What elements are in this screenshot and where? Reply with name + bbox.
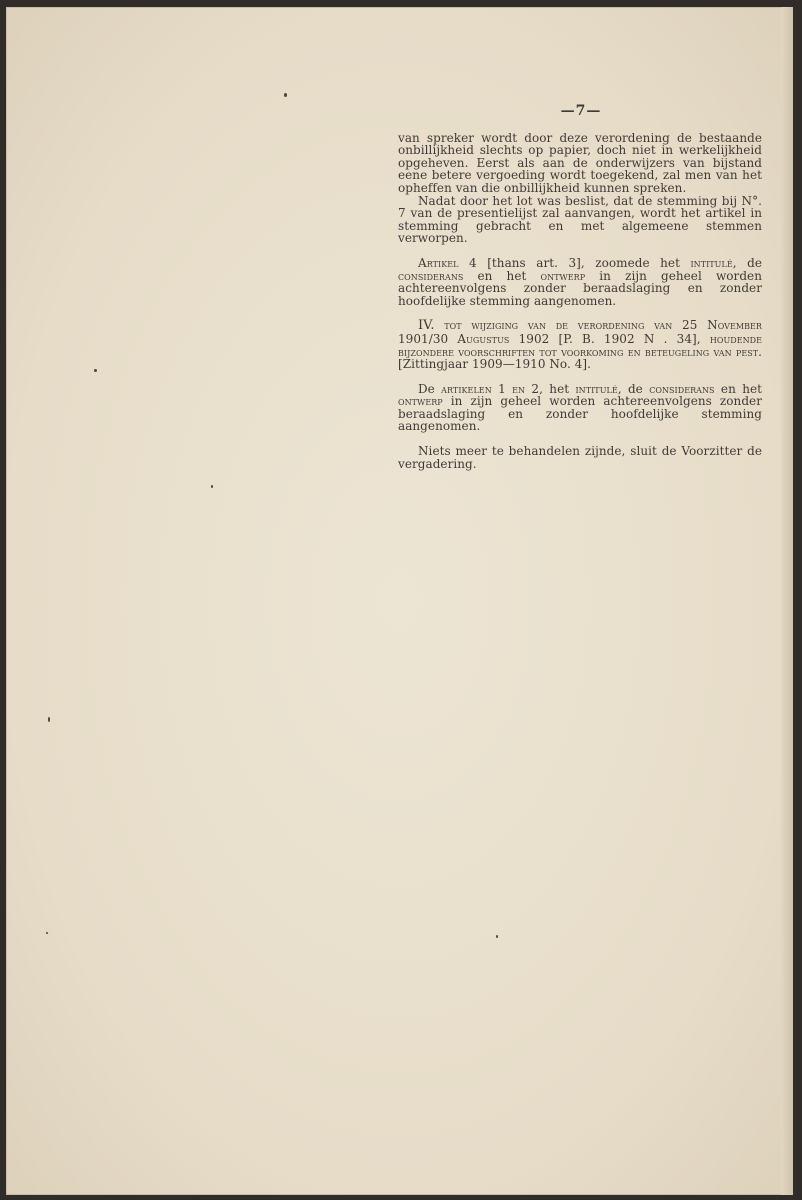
articles-text-f: in zijn geheel worden achtereenvolgens zonder beraadslaging en zonder hoofdelijke stemming aangenomen. bbox=[398, 394, 762, 434]
section-iv-month-nov: November bbox=[707, 318, 763, 333]
page-edge-shadow bbox=[781, 7, 793, 1195]
articles-text-c: 2, het bbox=[525, 381, 576, 396]
article-4-text-d: in zijn geheel worden achtereenvolgens zonder beraadslaging en zonder hoofdelijke stemming aangenomen. bbox=[398, 268, 762, 308]
section-iv-date-a: 25 bbox=[682, 318, 708, 333]
articles-text-b: 1 bbox=[491, 381, 513, 396]
paragraph-article-4 bbox=[398, 257, 762, 307]
section-iv-date-c: 1902 [P. B. 1902 N . 34], bbox=[509, 331, 710, 346]
articles-text-e: en het bbox=[714, 381, 763, 396]
artikelen-term: artikelen bbox=[441, 381, 492, 396]
ontwerp-term: ontwerp bbox=[540, 268, 586, 283]
paper-speck bbox=[284, 93, 287, 97]
considerans-term: considerans bbox=[649, 381, 715, 396]
article-4-text-a: [thans art. 3], zoomede het bbox=[476, 255, 691, 270]
section-numeral: IV. bbox=[418, 318, 435, 334]
articles-text-a: De bbox=[418, 381, 442, 396]
en-term: en bbox=[512, 381, 526, 396]
paper-speck bbox=[496, 935, 498, 938]
paper-speck bbox=[94, 369, 97, 372]
document-text-column bbox=[398, 105, 762, 470]
paper-speck bbox=[46, 932, 48, 934]
paper-speck bbox=[211, 485, 213, 488]
section-iv-title-a: tot wijziging van de verordening van bbox=[434, 318, 683, 333]
section-iv-month-aug: Augustus bbox=[457, 331, 510, 346]
article-label: Artikel 4 bbox=[418, 255, 477, 270]
page-number: —7— bbox=[560, 103, 602, 119]
article-4-text-b: , de bbox=[732, 255, 762, 270]
section-iv-date-b: 1901/30 bbox=[398, 331, 458, 346]
intitule-term: intitulé bbox=[575, 381, 618, 396]
article-4-text-c: en het bbox=[463, 268, 541, 283]
intitule-term: intitulé bbox=[690, 255, 733, 270]
articles-text-d: , de bbox=[617, 381, 650, 396]
section-iv-session: [Zittingjaar 1909—1910 No. 4]. bbox=[398, 357, 591, 372]
paragraph-speaker-remark: van spreker wordt door deze verordening de bestaande onbillijkheid slechts op papier, doch niet in werkelijkheid opgeheven. Eerst als aan de onderwijzers van bijstand eene betere vergoeding wordt toegekend, zal men van het opheffen van die onbillijkheid kunnen spreken. bbox=[398, 130, 762, 195]
paper-speck bbox=[48, 717, 50, 722]
paragraph-closing: Niets meer te behandelen zijnde, sluit de Voorzitter de vergadering. bbox=[398, 444, 762, 471]
considerans-term: considerans bbox=[398, 268, 464, 283]
paragraph-vote-result: Nadat door het lot was beslist, dat de stemming bij N°. 7 van de presentielijst zal aanvangen, wordt het artikel in stemming gebracht en met algemeene stemmen verworpen. bbox=[398, 193, 762, 246]
paragraph-articles-adopted bbox=[398, 383, 762, 433]
ontwerp-term: ontwerp bbox=[398, 394, 443, 409]
paragraph-section-iv-heading bbox=[398, 319, 762, 370]
section-iv-title-b: houdende bijzondere voorschriften tot voorkoming en beteugeling van pest. bbox=[398, 331, 762, 359]
